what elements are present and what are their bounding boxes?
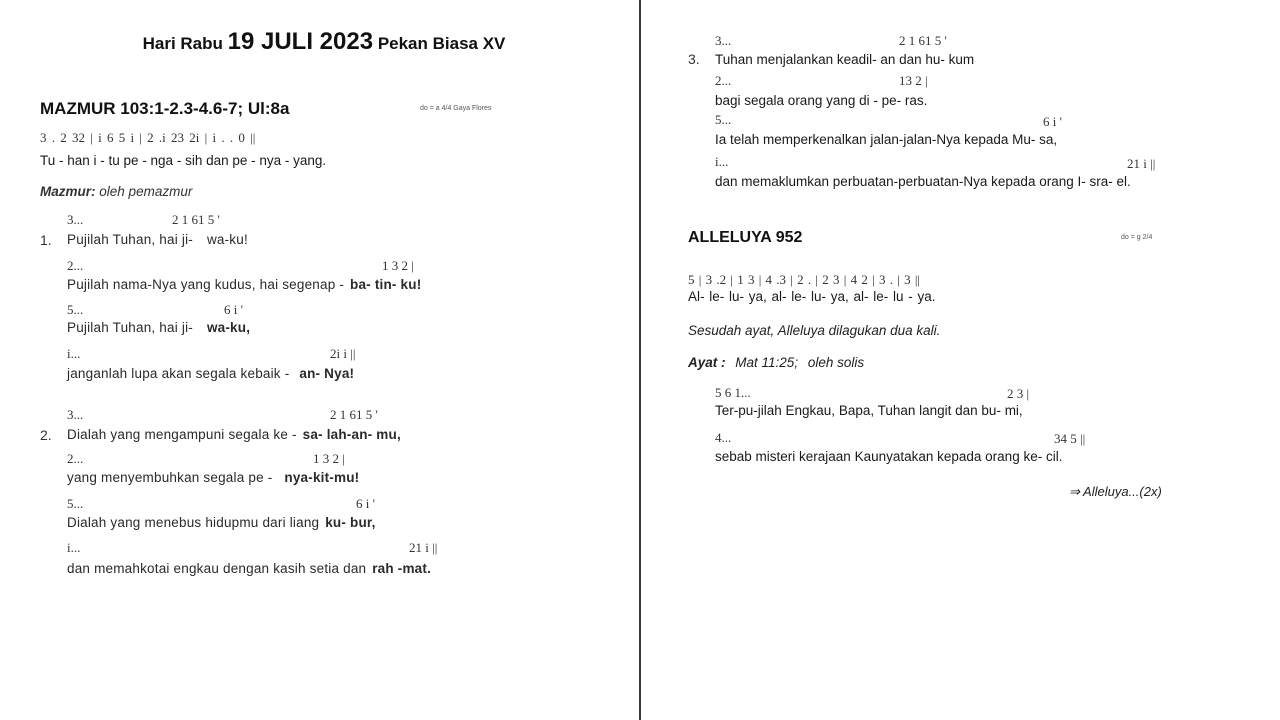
start-note: 3... — [67, 212, 84, 227]
psalm-instruction — [40, 184, 192, 199]
start-note: i... — [715, 154, 729, 169]
verse-number: 1. — [40, 232, 52, 248]
verse-line: bagi segala orang yang di - pe- ras. — [715, 93, 928, 108]
alleluya-instruction: Sesudah ayat, Alleluya dilagukan dua kali. — [688, 323, 941, 338]
ayat-label: Ayat : — [688, 355, 726, 370]
notes: 6 i ' — [1043, 114, 1062, 129]
return-instruction: ⇒ Alleluya...(2x) — [1069, 484, 1162, 499]
verse-number: 3. — [688, 51, 700, 67]
start-note: 2... — [67, 258, 84, 273]
verse-line: Pujilah Tuhan, hai ji- wa-ku, — [67, 320, 251, 335]
verse-line: Pujilah Tuhan, hai ji- wa-ku! — [67, 232, 248, 247]
verse-line: janganlah lupa akan segala kebaik - an- Nya! — [67, 366, 355, 381]
verse-line: dan memaklumkan perbuatan-perbuatan-Nya kepada orang I- sra- el. — [715, 174, 1131, 189]
ayat-line — [688, 355, 864, 370]
start-note: 5 6 1... — [715, 385, 751, 400]
header-prefix: Hari Rabu — [142, 34, 223, 53]
end-notes: 2i i || — [330, 346, 356, 361]
end-notes: 1 3 2 | — [313, 451, 345, 466]
start-note: i... — [67, 540, 81, 555]
end-notes: 6 i ' — [356, 496, 375, 511]
verse-line: Tuhan menjalankan keadil- an dan hu- kum — [715, 52, 975, 67]
verse-line: Dialah yang menebus hidupmu dari liang ku- bur, — [67, 515, 376, 530]
start-note: 5... — [67, 302, 84, 317]
verse-line: Ia telah memperkenalkan jalan-jalan-Nya kepada Mu- sa, — [715, 132, 1058, 147]
ayat-by: oleh solis — [807, 355, 865, 370]
instruction-label: Mazmur: — [40, 184, 96, 199]
left-page — [0, 0, 639, 720]
start-note: 2... — [715, 73, 732, 88]
notes: 13 2 | — [899, 73, 928, 88]
header-date: 19 JULI 2023 — [227, 28, 374, 55]
refrain-lyrics: Tu - han i - tu pe - nga - sih dan pe - nya - yang. — [40, 153, 327, 168]
refrain-notation: 3 . 2 32 | i 6 5 i | 2 .i 23 2i | i . . 0 || — [40, 130, 256, 145]
start-note: 4... — [715, 430, 732, 445]
end-notes: 1 3 2 | — [382, 258, 414, 273]
start-note: 5... — [715, 112, 732, 127]
start-note: 3... — [715, 33, 732, 48]
psalm-title: MAZMUR 103:1-2.3-4.6-7; Ul:8a — [40, 99, 290, 118]
start-note: 5... — [67, 496, 84, 511]
verse-line: sebab misteri kerajaan Kaunyatakan kepada orang ke- cil. — [715, 449, 1063, 464]
right-page — [641, 0, 1280, 720]
verse-line: dan memahkotai engkau dengan kasih setia dan rah -mat. — [67, 561, 432, 576]
ayat-ref: Mat 11:25; — [735, 355, 799, 370]
page-header — [0, 28, 648, 56]
header-suffix: Pekan Biasa XV — [377, 34, 506, 53]
verse-line: Ter-pu-jilah Engkau, Bapa, Tuhan langit dan bu- mi, — [715, 403, 1023, 418]
notes: 21 i || — [1127, 156, 1156, 171]
verse-line: Pujilah nama-Nya yang kudus, hai segenap - ba- tin- ku! — [67, 277, 422, 292]
alleluya-meta: do = g 2/4 — [1121, 234, 1153, 241]
instruction-text: oleh pemazmur — [99, 184, 193, 199]
start-note: 3... — [67, 407, 84, 422]
notes: 2 1 61 5 ' — [899, 33, 947, 48]
start-note: i... — [67, 346, 81, 361]
verse-number: 2. — [40, 427, 52, 443]
notes: 34 5 || — [1054, 431, 1086, 446]
end-notes: 6 i ' — [224, 302, 243, 317]
psalm-meta: do = a 4/4 Gaya Flores — [420, 105, 492, 112]
verse-line: yang menyembuhkan segala pe - nya-kit-mu! — [67, 470, 360, 485]
alleluya-notation: 5 | 3 .2 | 1 3 | 4 .3 | 2 . | 2 3 | 4 2 | 3 . | 3 || — [688, 272, 921, 287]
arrow-right-icon: ⇒ — [1069, 484, 1080, 499]
alleluya-title: ALLELUYA 952 — [688, 229, 803, 246]
alleluya-lyrics: Al- le- lu- ya, al- le- lu- ya, al- le- lu - ya. — [688, 289, 936, 304]
notes: 2 3 | — [1007, 386, 1030, 401]
start-note: 2... — [67, 451, 84, 466]
end-notes: 2 1 61 5 ' — [172, 212, 220, 227]
end-notes: 21 i || — [409, 540, 438, 555]
end-notes: 2 1 61 5 ' — [330, 407, 378, 422]
verse-line: Dialah yang mengampuni segala ke - sa- lah-an- mu, — [67, 427, 401, 442]
